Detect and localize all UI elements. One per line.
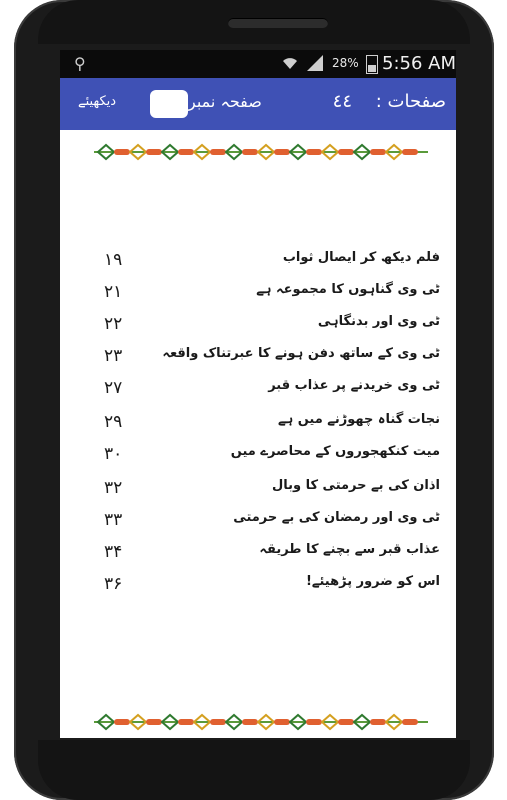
toc-row[interactable] [60, 574, 456, 602]
toc-row[interactable] [60, 346, 456, 374]
toc-page-number: ۳۰ [104, 444, 123, 464]
toc-title: ٹی وی کے ساتھ دفن ہونے کا عبرتناک واقعہ [162, 346, 440, 361]
page-number-input[interactable] [150, 90, 188, 118]
battery-icon [366, 55, 378, 74]
wifi-icon [280, 53, 300, 75]
toc-title: عذاب قبر سے بچنے کا طریقہ [259, 542, 440, 557]
toolbar [60, 78, 456, 130]
ornament-border-top [94, 142, 428, 162]
toc-page-number: ۲۷ [104, 378, 123, 398]
toc-title: فلم دیکھ کر ایصال ثواب [282, 250, 440, 265]
toc-title: ٹی وی خریدنے پر عذاب قبر [268, 378, 440, 393]
toc-row[interactable] [60, 478, 456, 506]
toc-page-number: ۲۲ [104, 314, 123, 334]
toc-row[interactable] [60, 314, 456, 342]
screen [60, 50, 456, 738]
battery-percent: 28% [332, 56, 359, 70]
status-bar [60, 50, 456, 78]
usb-icon: ⚲ [74, 54, 86, 73]
toc-row[interactable] [60, 250, 456, 278]
toc-page-number: ۳۶ [104, 574, 123, 594]
toc-title: میت کنکھجوروں کے محاصرے میں [230, 444, 440, 459]
toc-page-number: ۳۳ [104, 510, 123, 530]
toc-title: اذان کی بے حرمتی کا وبال [271, 478, 440, 493]
toc-row[interactable] [60, 378, 456, 406]
phone-frame [14, 0, 494, 800]
pages-value: ٤٤ [332, 91, 352, 112]
phone-bottom-bezel [38, 740, 470, 800]
toc-title: نجات گناہ چھوڑنے میں ہے [277, 412, 440, 427]
toc-row[interactable] [60, 282, 456, 310]
toc-title: ٹی وی اور بدنگاہی [317, 314, 440, 329]
toc-title: اس کو ضرور پڑھیئے! [305, 574, 440, 589]
toc-page-number: ۲۹ [104, 412, 123, 432]
toc-page-number: ۱۹ [104, 250, 123, 270]
phone-top-bezel [38, 0, 470, 44]
signal-icon [306, 54, 324, 72]
pages-label: صفحات : [375, 91, 446, 112]
ornament-border-bottom [94, 712, 428, 732]
toc-row[interactable] [60, 444, 456, 472]
toc-row[interactable] [60, 510, 456, 538]
toc-page-number: ۳۲ [104, 478, 123, 498]
page-number-label: صفحہ نمبر [188, 92, 262, 111]
speaker-grille [228, 18, 328, 28]
toc-page-number: ۲۳ [104, 346, 123, 366]
clock: 5:56 AM [382, 53, 456, 74]
toc-title: ٹی وی اور رمضان کی بے حرمتی [233, 510, 440, 525]
go-to-page-button[interactable]: دیکھیئے [78, 94, 117, 109]
toc-row[interactable] [60, 542, 456, 570]
toc-page-number: ۳۴ [104, 542, 123, 562]
toc-page-number: ۲۱ [104, 282, 123, 302]
toc-title: ٹی وی گناہوں کا مجموعہ ہے [256, 282, 440, 297]
toc-row[interactable] [60, 412, 456, 440]
